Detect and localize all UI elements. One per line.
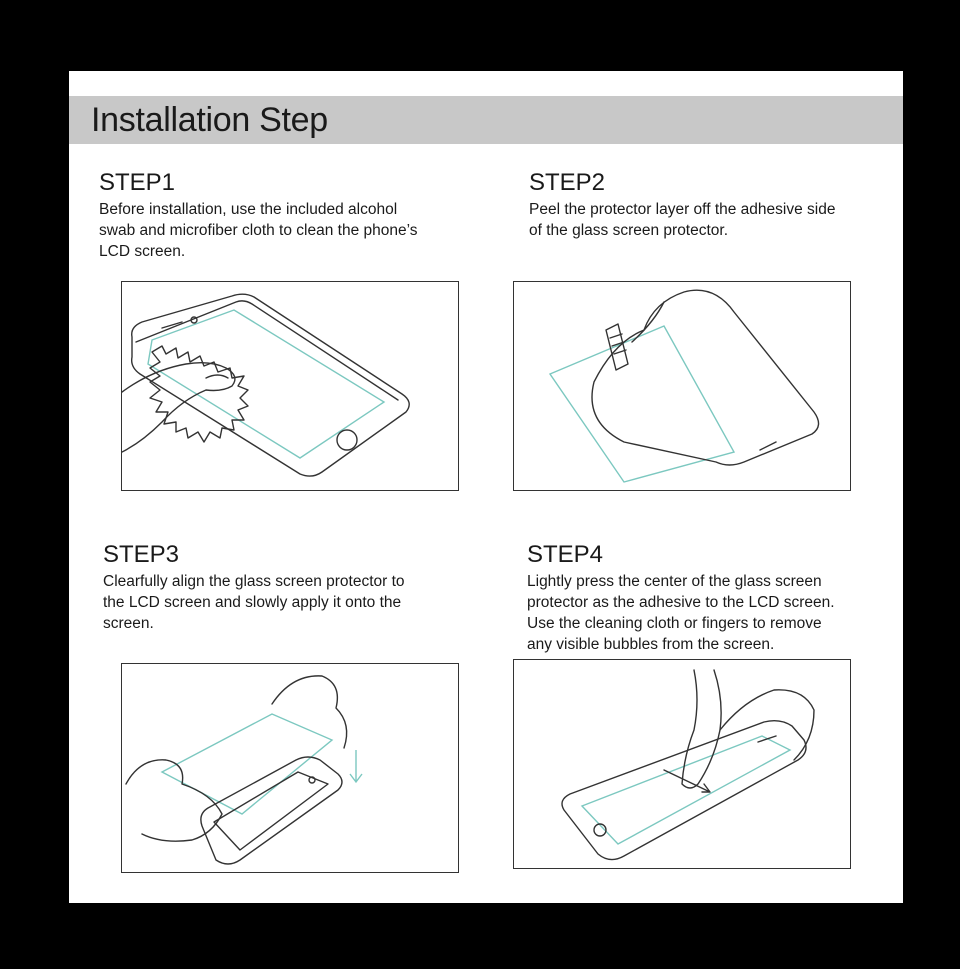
glass-protector-icon — [550, 326, 734, 482]
step-3-text: Clearfully align the glass screen protector to the LCD screen and slowly apply it onto the screen. — [103, 573, 405, 632]
step-3-illustration — [121, 663, 459, 873]
step-3-title: STEP3 — [103, 541, 180, 568]
step-4-text: Lightly press the center of the glass screen protector as the adhesive to the LCD screen. Use the cleaning cloth or fingers to remove any visible bubbles from the screen. — [527, 573, 835, 653]
step-1-illustration — [121, 281, 459, 491]
step-4 — [527, 541, 903, 655]
title-banner — [69, 96, 903, 144]
page-title: Installation Step — [91, 101, 328, 139]
phone-icon — [562, 721, 806, 860]
tab-icon — [606, 324, 628, 370]
step-4-title: STEP4 — [527, 541, 604, 568]
film-peel-icon — [592, 290, 819, 465]
cloth-icon — [150, 346, 248, 442]
step-4-illustration — [513, 659, 851, 869]
step-3 — [103, 541, 493, 634]
arrow-icon — [664, 770, 710, 792]
step-2-text: Peel the protector layer off the adhesive side of the glass screen protector. — [529, 201, 836, 239]
glass-protector-icon — [162, 714, 332, 814]
step-1-text: Before installation, use the included alcohol swab and microfiber cloth to clean the phone’s LCD screen. — [99, 201, 418, 260]
step-2-illustration — [513, 281, 851, 491]
step-2-title: STEP2 — [529, 169, 606, 196]
arrow-down-icon — [350, 750, 362, 782]
phone-icon — [132, 294, 410, 476]
step-1 — [99, 169, 489, 262]
instruction-sheet — [69, 71, 903, 903]
hand-icon — [126, 676, 347, 841]
phone-icon — [201, 757, 342, 864]
step-1-title: STEP1 — [99, 169, 176, 196]
step-2 — [529, 169, 899, 241]
